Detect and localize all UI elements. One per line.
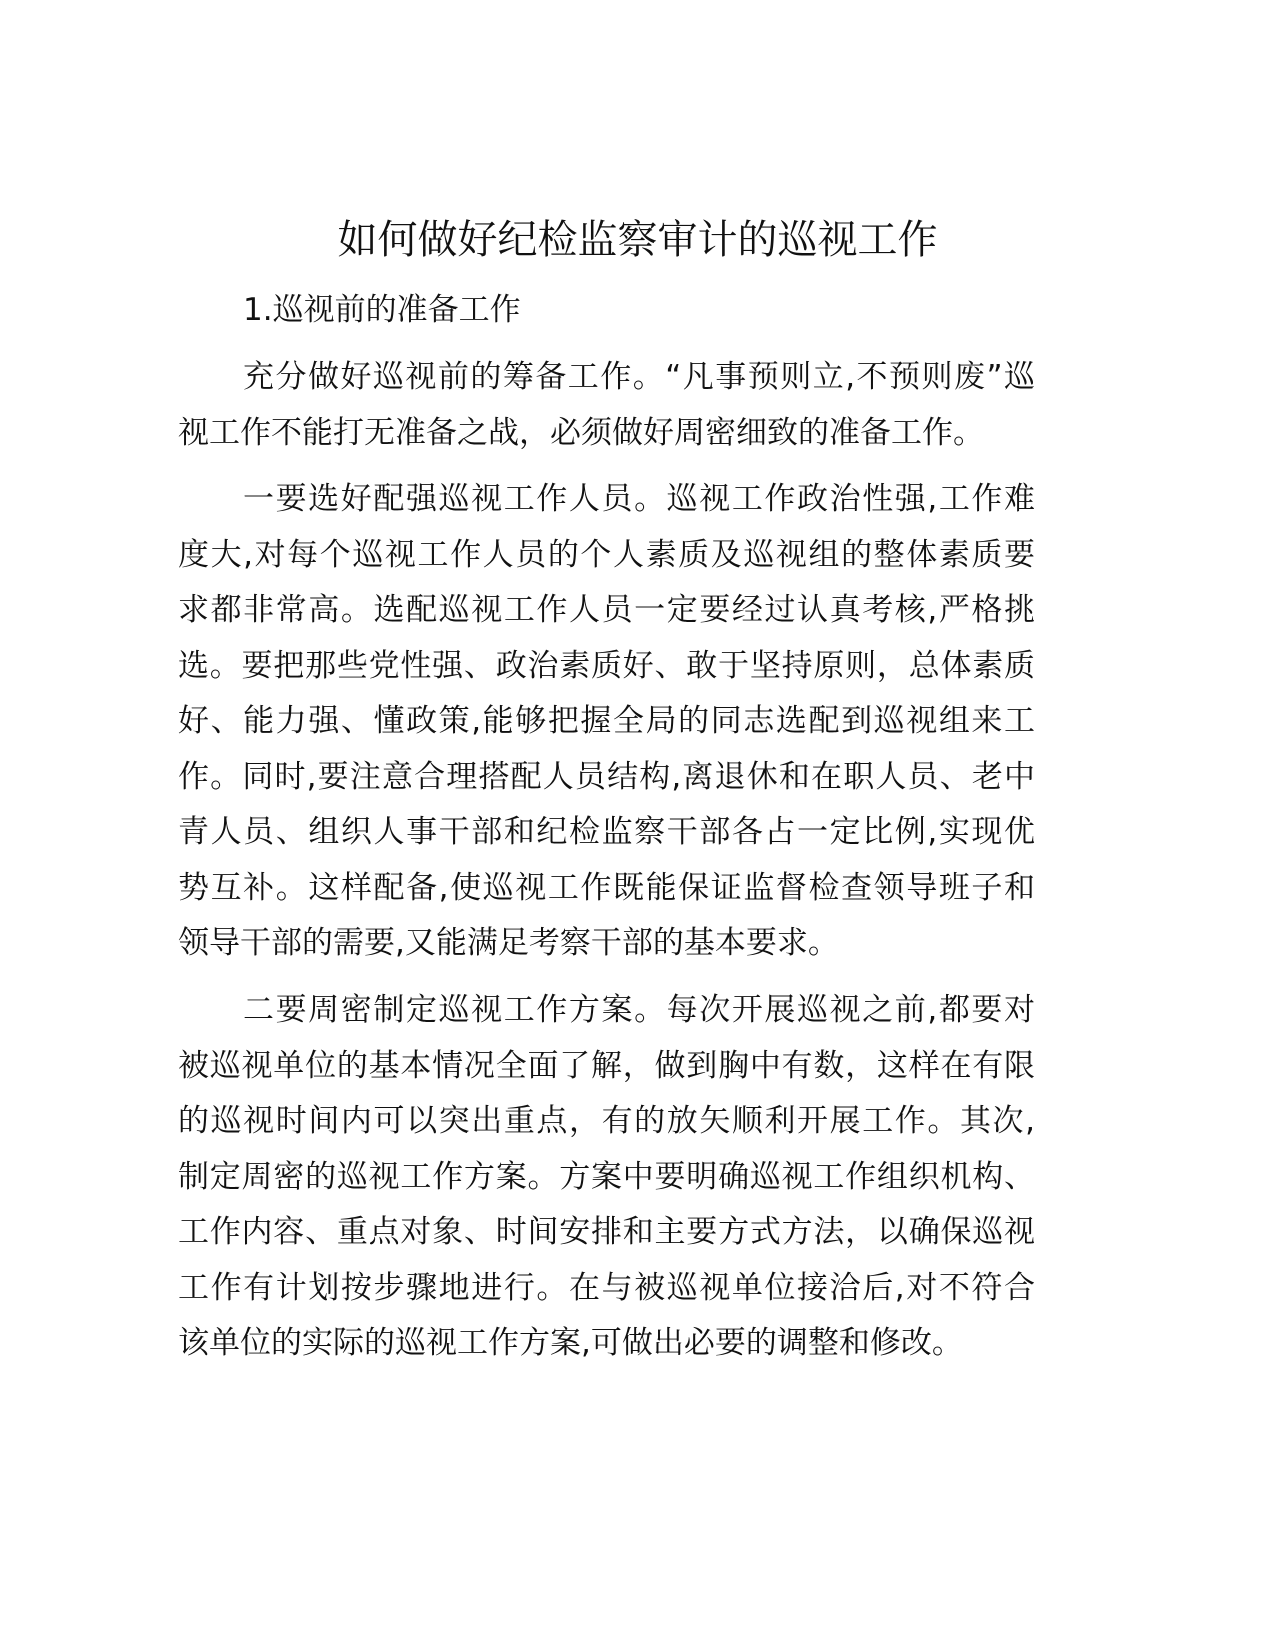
text-line: 二要周密制定巡视工作方案。每次开展巡视之前,都要对 [243, 992, 1035, 1028]
text-line: 度大,对每个巡视工作人员的个人素质及巡视组的整体素质要 [178, 536, 1035, 573]
text-line: 选。要把那些党性强、政治素质好、敢于坚持原则，总体素质 [178, 647, 1035, 684]
document-title: 如何做好纪检监察审计的巡视工作 [337, 217, 938, 263]
text-line: 视工作不能打无准备之战，必须做好周密细致的准备工作。 [178, 414, 984, 451]
text-line: 制定周密的巡视工作方案。方案中要明确巡视工作组织机构、 [178, 1158, 1035, 1195]
text-line: 一要选好配强巡视工作人员。巡视工作政治性强,工作难 [243, 481, 1035, 517]
paragraph-2 [178, 472, 1035, 972]
text-line: 充分做好巡视前的筹备工作。“凡事预则立,不预则废”巡 [243, 359, 1035, 395]
text-line: 的巡视时间内可以突出重点，有的放矢顺利开展工作。其次, [178, 1103, 1035, 1139]
text-line: 工作内容、重点对象、时间安排和主要方式方法，以确保巡视 [178, 1214, 1035, 1250]
text-line: 领导干部的需要,又能满足考察干部的基本要求。 [178, 925, 839, 961]
text-line: 求都非常高。选配巡视工作人员一定要经过认真考核,严格挑 [178, 592, 1035, 628]
text-line: 青人员、组织人事干部和纪检监察干部各占一定比例,实现优 [178, 814, 1035, 850]
text-line: 好、能力强、懂政策,能够把握全局的同志选配到巡视组来工 [178, 703, 1035, 739]
paragraph-1 [178, 350, 1035, 461]
section-heading: 1.巡视前的准备工作 [243, 292, 521, 328]
text-line: 被巡视单位的基本情况全面了解，做到胸中有数，这样在有限 [178, 1047, 1035, 1084]
text-line: 该单位的实际的巡视工作方案,可做出必要的调整和修改。 [178, 1325, 963, 1361]
text-line: 工作有计划按步骤地进行。在与被巡视单位接洽后,对不符合 [178, 1269, 1035, 1306]
paragraph-3 [178, 983, 1035, 1372]
text-line: 作。同时,要注意合理搭配人员结构,离退休和在职人员、老中 [178, 758, 1035, 795]
text-line: 势互补。这样配备,使巡视工作既能保证监督检查领导班子和 [178, 869, 1035, 906]
